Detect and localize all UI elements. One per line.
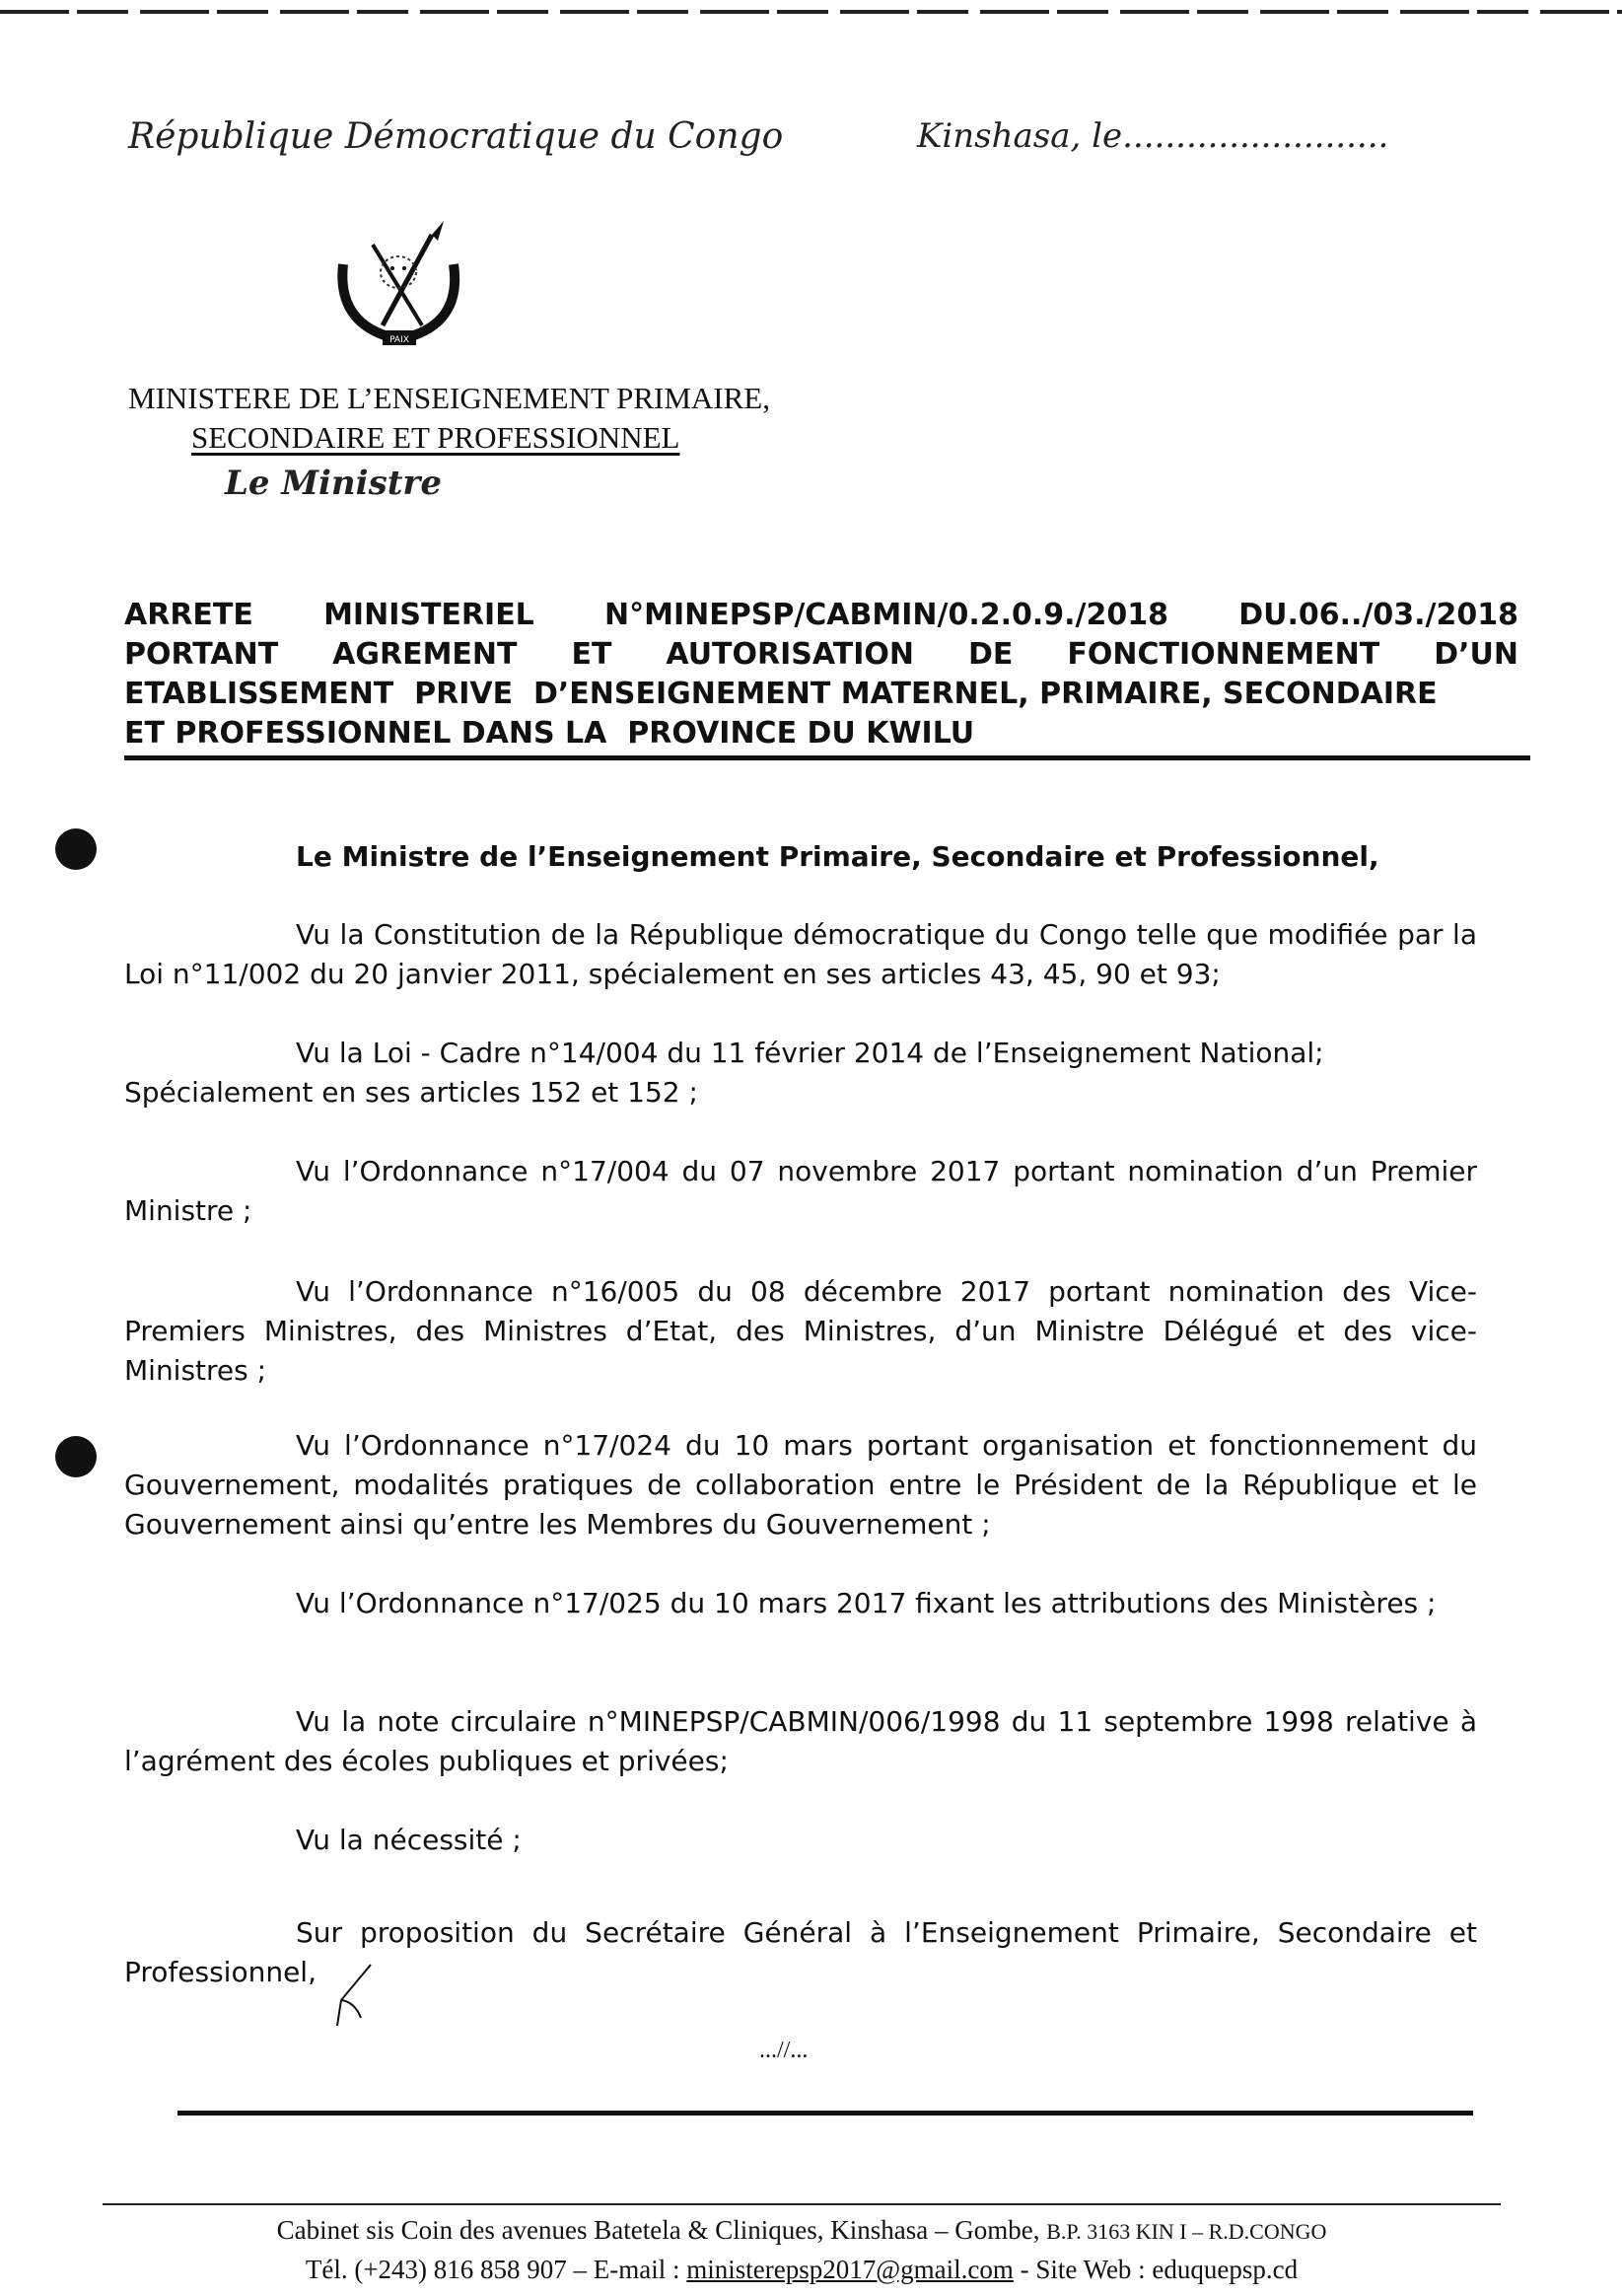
ministry-line-1: MINISTERE DE L’ENSEIGNEMENT PRIMAIRE, <box>128 381 770 415</box>
paragraph-text: Vu la Loi - Cadre n°14/004 du 11 février 2014 de l’Enseignement National; <box>296 1037 1324 1069</box>
paragraph-loi-cadre <box>124 1034 1477 1112</box>
place-date: Kinshasa, le......................... <box>917 116 1389 156</box>
top-border <box>0 10 1622 14</box>
footer-line-2 <box>103 2251 1501 2288</box>
footer-address-text: Cabinet sis Coin des avenues Batetela & Cliniques, Kinshasa – Gombe, <box>276 2215 1047 2245</box>
title-line-2 <box>124 635 1518 675</box>
footer-phone: Tél. (+243) 816 858 907 – E-mail : <box>305 2255 687 2284</box>
ministry-line-2: SECONDAIRE ET PROFESSIONNEL <box>191 420 680 455</box>
decree-date: DU.06../03./2018 <box>1238 598 1518 632</box>
title-line-1 <box>124 596 1518 635</box>
paragraph-text: Vu l’Ordonnance n°17/025 du 10 mars 2017 fixant les attributions des Ministères ; <box>296 1587 1437 1619</box>
paragraph-ordonnance-17-004 <box>124 1152 1477 1231</box>
paragraph-constitution <box>124 915 1477 994</box>
footer-email-link[interactable]: ministerepsp2017@gmail.com <box>686 2255 1014 2284</box>
paragraph-text: Vu l’Ordonnance n°17/024 du 10 mars portant organisation et fonctionnement du Gouvernement, modalités pratiques de collaboration entre le Président de la République et le Gouvernement ainsi qu’entre les Membres du Gouvernement ; <box>124 1429 1477 1541</box>
paragraph-text: Vu l’Ordonnance n°16/005 du 08 décembre 2017 portant nomination des Vice-Premiers Ministres, des Ministres d’Etat, des Ministres, d’un Ministre Délégué et des vice-Ministres ; <box>124 1275 1477 1387</box>
title-line-4: ET PROFESSIONNEL DANS LA PROVINCE DU KWILU <box>124 716 975 751</box>
footer-divider-thin <box>103 2203 1501 2205</box>
footer-line-1 <box>103 2211 1501 2251</box>
title-divider <box>124 755 1530 760</box>
ministry-name <box>128 379 770 458</box>
preamble-heading: Le Ministre de l’Enseignement Primaire, Secondaire et Professionnel, <box>296 840 1379 873</box>
title-word: ET <box>571 637 612 672</box>
paragraph-text: Vu la Constitution de la République démocratique du Congo telle que modifiée par la Loi n°11/002 du 20 janvier 2011, spécialement en ses articles 43, 45, 90 et 93; <box>124 918 1477 990</box>
footer-postal-box: B.P. 3163 KIN I – R.D.CONGO <box>1046 2219 1327 2244</box>
title-word: AUTORISATION <box>666 637 915 672</box>
paragraph-ordonnance-17-024 <box>124 1426 1477 1544</box>
footer-divider-thick <box>177 2111 1473 2116</box>
paragraph-text: Vu la nécessité ; <box>296 1824 522 1856</box>
minister-signature-title: Le Ministre <box>225 464 442 503</box>
decree-title <box>124 596 1518 753</box>
footer-address <box>103 2211 1501 2288</box>
country-header: République Démocratique du Congo <box>128 116 784 157</box>
paragraph-text: Sur proposition du Secrétaire Général à l’Enseignement Primaire, Secondaire et Professionnel, <box>124 1916 1477 1988</box>
paragraph-proposition <box>124 1913 1477 1992</box>
title-word: AGREMENT <box>332 637 518 672</box>
continued-marker: ...//... <box>759 2038 809 2063</box>
paragraph-ordonnance-16-005 <box>124 1272 1477 1391</box>
emblem-motto: PAIX <box>389 335 409 345</box>
title-word: FONCTIONNEMENT <box>1067 637 1380 672</box>
leopard-emblem-icon <box>325 215 473 363</box>
punch-hole-icon <box>55 1436 97 1477</box>
title-word: DE <box>968 637 1014 672</box>
paragraph-text: Vu la note circulaire n°MINEPSP/CABMIN/006/1998 du 11 septembre 1998 relative à l’agrément des écoles publiques et privées; <box>124 1705 1477 1777</box>
title-word: MINISTERIEL <box>323 598 534 632</box>
punch-hole-icon <box>55 828 97 870</box>
title-word: ARRETE <box>124 598 253 632</box>
paragraph-necessite <box>124 1821 1477 1860</box>
title-word: D’UN <box>1434 637 1518 672</box>
footer-website: - Site Web : eduquepsp.cd <box>1013 2255 1299 2284</box>
handwritten-initials <box>331 1961 377 2030</box>
coat-of-arms-emblem <box>325 215 473 363</box>
paragraph-text: Vu l’Ordonnance n°17/004 du 07 novembre 2017 portant nomination d’un Premier Ministre ; <box>124 1155 1477 1227</box>
title-word: PORTANT <box>124 637 279 672</box>
paragraph-ordonnance-17-025 <box>124 1584 1477 1623</box>
decree-number: N°MINEPSP/CABMIN/0.2.0.9./2018 <box>604 598 1168 632</box>
title-line-3: ETABLISSEMENT PRIVE D’ENSEIGNEMENT MATERNEL, PRIMAIRE, SECONDAIRE <box>124 677 1438 711</box>
paragraph-text: Spécialement en ses articles 152 et 152 ; <box>124 1076 698 1109</box>
paragraph-note-circulaire <box>124 1702 1477 1781</box>
